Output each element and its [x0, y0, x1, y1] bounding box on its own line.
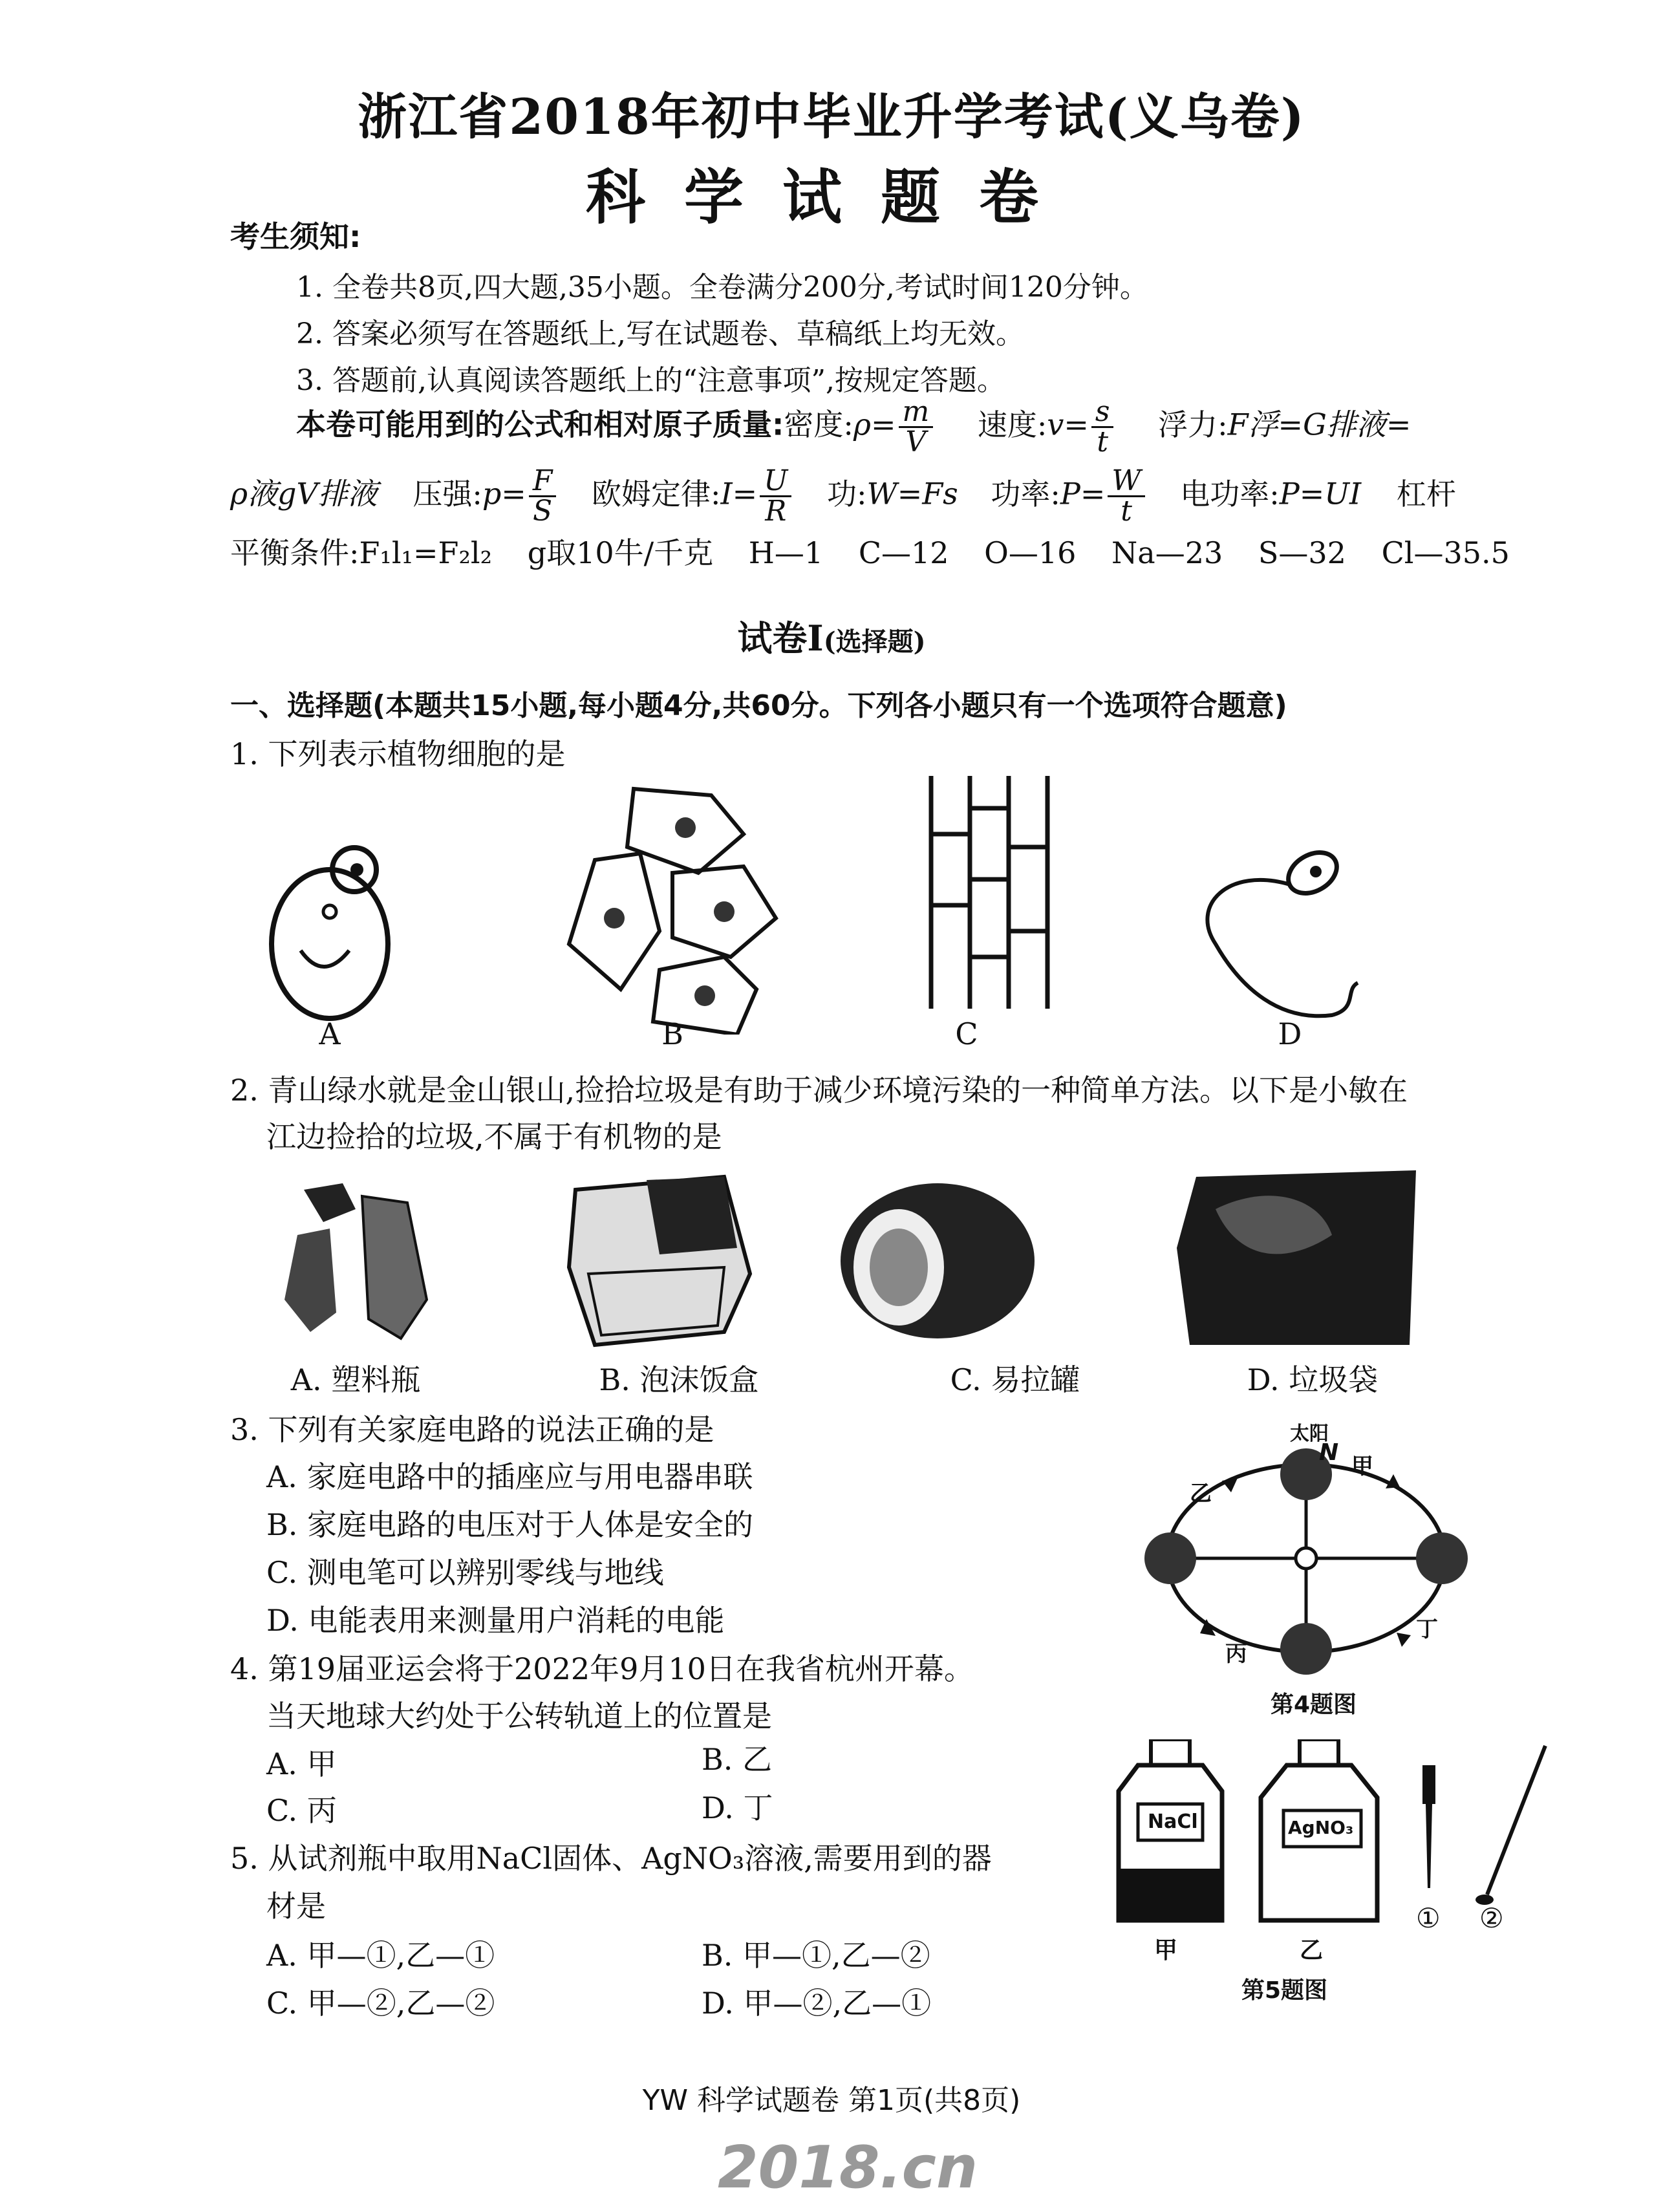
power-lhs: P=: [1060, 476, 1106, 511]
density-lhs: ρ=: [853, 407, 896, 442]
formula-line-1: [296, 395, 1411, 458]
q5-option-d[interactable]: D. 甲—②,乙—①: [702, 1986, 932, 2021]
q5-stem-line-1: 5. 从试剂瓶中取用NaCl固体、AgNO₃溶液,需要用到的器: [230, 1841, 992, 1876]
q4-stem-line-2: 当天地球大约处于公转轨道上的位置是: [266, 1699, 772, 1734]
q2-option-b: B. 泡沫饭盒: [599, 1362, 759, 1397]
q5-label-agno3: AgNO₃: [1288, 1817, 1354, 1838]
q1-cell-b: [569, 789, 776, 1035]
ohm-fraction: $\frac{U}{R}$: [760, 467, 791, 526]
q4-stem-line-1: 4. 第19届亚运会将于2022年9月10日在我省杭州开幕。: [230, 1651, 974, 1686]
speed-label: 速度:: [977, 407, 1047, 442]
pressure-lhs: p=: [482, 476, 526, 511]
mass-o: O—16: [984, 535, 1077, 570]
q4-option-c[interactable]: C. 丙: [266, 1793, 337, 1828]
lever-label: 杠杆: [1396, 476, 1456, 511]
exam-title: 浙江省2018年初中毕业升学考试(义乌卷): [358, 88, 1305, 145]
buoyancy-expr-cont: ρ液gV排液: [230, 476, 378, 511]
q2-photo-plastic-bottle: [284, 1183, 427, 1338]
notice-item-3: 3. 答题前,认真阅读答题纸上的“注意事项”,按规定答题。: [296, 364, 1005, 397]
buoyancy-label: 浮力:: [1158, 407, 1228, 442]
q4-sun: [1296, 1548, 1316, 1569]
q1-cell-a: [272, 848, 388, 1018]
notice-heading: 考生须知:: [230, 219, 361, 254]
q4-label-ding: 丁: [1416, 1616, 1438, 1642]
epower-expr: P=UI: [1279, 476, 1362, 511]
speed-lhs: v=: [1047, 407, 1089, 442]
q5-label-nacl: NaCl: [1148, 1810, 1198, 1833]
speed-fraction: $\frac{s}{t}$: [1091, 398, 1114, 456]
q2-option-c: C. 易拉罐: [950, 1362, 1080, 1397]
work-expr: W=Fs: [866, 476, 958, 511]
q4-label-sun: 太阳: [1290, 1423, 1329, 1445]
q2-photo-can: [841, 1183, 1035, 1338]
q1-option-a: A: [319, 1016, 341, 1051]
q5-label-tool2: ②: [1479, 1902, 1504, 1934]
q2-option-a: A. 塑料瓶: [290, 1362, 421, 1397]
q4-option-a[interactable]: A. 甲: [266, 1746, 337, 1781]
q4-label-bing: 丙: [1225, 1641, 1247, 1667]
section-title: 试卷Ⅰ(选择题): [737, 617, 926, 659]
q4-label-jia: 甲: [1351, 1454, 1373, 1479]
q4-label-north: N: [1319, 1439, 1339, 1466]
q3-option-b[interactable]: B. 家庭电路的电压对于人体是安全的: [266, 1507, 754, 1542]
q1-cell-d: [1207, 844, 1358, 1016]
q4-label-yi: 乙: [1190, 1481, 1212, 1507]
ohm-lhs: I=: [720, 476, 758, 511]
q3-option-d[interactable]: D. 电能表用来测量用户消耗的电能: [266, 1603, 725, 1638]
q4-option-d[interactable]: D. 丁: [702, 1790, 773, 1825]
q5-stem-line-2: 材是: [266, 1889, 326, 1924]
formula-line-3: [230, 535, 1510, 570]
power-fraction: $\frac{W}{t}$: [1108, 467, 1144, 526]
q5-option-c[interactable]: C. 甲—②,乙—②: [266, 1986, 495, 2021]
q4-earth-yi: [1144, 1532, 1196, 1584]
q5-tool-dropper: [1422, 1765, 1435, 1888]
q5-option-b[interactable]: B. 甲—①,乙—②: [702, 1938, 930, 1973]
q2-stem-line-1: 2. 青山绿水就是金山银山,捡拾垃圾是有助于减少环境污染的一种简单方法。以下是小敏在: [230, 1073, 1408, 1108]
q2-option-d: D. 垃圾袋: [1247, 1362, 1379, 1397]
mass-s: S—32: [1258, 535, 1346, 570]
mass-c: C—12: [858, 535, 949, 570]
formula-line-2: [230, 464, 1456, 528]
q1-option-c: C: [955, 1016, 978, 1051]
q4-earth-bing: [1280, 1623, 1332, 1675]
mass-cl: Cl—35.5: [1381, 535, 1510, 570]
q1-option-b: B: [661, 1016, 683, 1051]
mass-na: Na—23: [1111, 535, 1223, 570]
q4-figure-caption: 第4题图: [1271, 1691, 1357, 1718]
q3-option-c[interactable]: C. 测电笔可以辨别零线与地线: [266, 1555, 664, 1590]
q2-figure: [259, 1170, 1422, 1351]
q5-tool-spoon: [1475, 1746, 1545, 1905]
q2-photo-foam-box: [569, 1177, 750, 1345]
q5-label-yi: 乙: [1300, 1937, 1324, 1964]
pressure-label: 压强:: [413, 476, 482, 511]
ohm-label: 欧姆定律:: [592, 476, 721, 511]
buoyancy-expr: F浮=G排液=: [1227, 407, 1411, 442]
section-subtitle: (选择题): [823, 627, 926, 657]
q1-stem: 1. 下列表示植物细胞的是: [230, 736, 566, 771]
work-label: 功:: [826, 476, 867, 511]
q1-cell-c: [931, 776, 1047, 1009]
q5-label-jia: 甲: [1154, 1937, 1178, 1964]
q5-figure-caption: 第5题图: [1241, 1977, 1328, 2004]
notice-item-2: 2. 答案必须写在答题纸上,写在试题卷、草稿纸上均无效。: [296, 317, 1024, 350]
q4-option-b[interactable]: B. 乙: [702, 1742, 773, 1777]
q2-photo-garbage-bag: [1177, 1170, 1416, 1345]
q5-option-a[interactable]: A. 甲—①,乙—①: [266, 1938, 495, 1973]
q1-figure: [246, 776, 1539, 1035]
exam-subtitle: 科学试题卷: [585, 162, 1077, 232]
pressure-fraction: $\frac{F}{S}$: [529, 467, 557, 526]
q3-option-a[interactable]: A. 家庭电路中的插座应与用电器串联: [266, 1459, 753, 1494]
g-value: g取10牛/千克: [527, 535, 714, 570]
formula-intro: 本卷可能用到的公式和相对原子质量:: [296, 407, 784, 442]
page-footer: YW 科学试题卷 第1页(共8页): [642, 2084, 1021, 2117]
lever-line: 平衡条件:F₁l₁=F₂l₂: [230, 535, 493, 570]
mass-h: H—1: [748, 535, 824, 570]
notice-item-1: 1. 全卷共8页,四大题,35小题。全卷满分200分,考试时间120分钟。: [296, 271, 1148, 304]
watermark: 2018.cn: [718, 2134, 978, 2202]
power-label: 功率:: [991, 476, 1060, 511]
density-label: 密度:: [784, 407, 853, 442]
epower-label: 电功率:: [1180, 476, 1280, 511]
q2-stem-line-2: 江边捡拾的垃圾,不属于有机物的是: [266, 1119, 722, 1154]
q5-label-tool1: ①: [1416, 1902, 1441, 1934]
q4-earth-ding: [1416, 1532, 1468, 1584]
part-heading: 一、选择题(本题共15小题,每小题4分,共60分。下列各小题只有一个选项符合题意): [230, 689, 1287, 722]
q1-option-d: D: [1278, 1016, 1302, 1051]
density-fraction: $\frac{m}{V}$: [899, 398, 934, 456]
q3-stem: 3. 下列有关家庭电路的说法正确的是: [230, 1412, 714, 1447]
